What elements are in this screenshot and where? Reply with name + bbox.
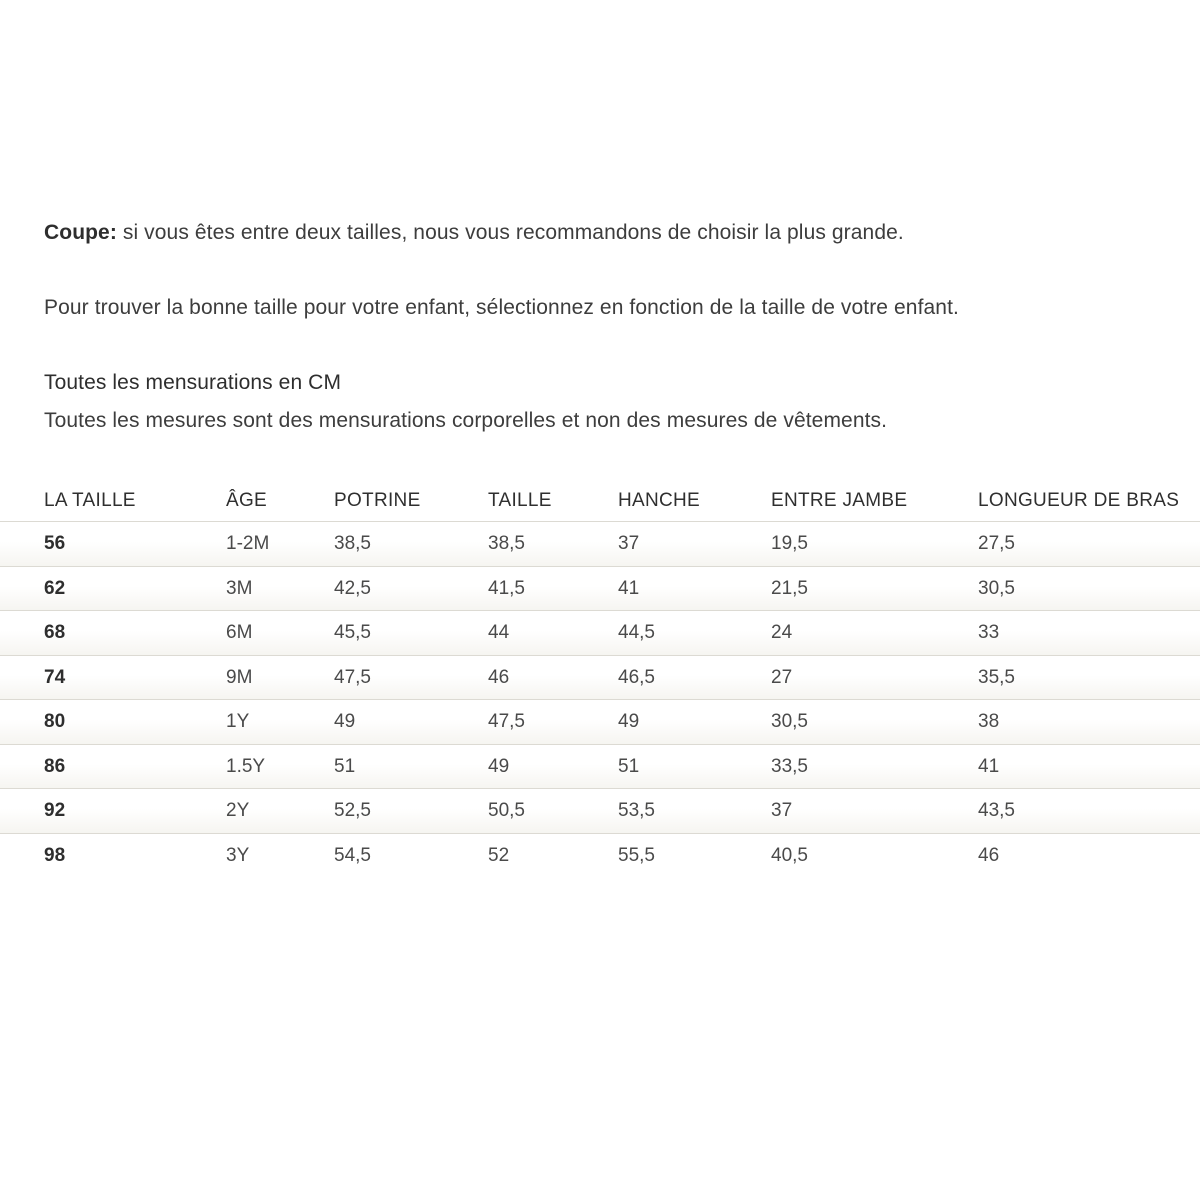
cell-inseam: 21,5 [771, 577, 808, 599]
table-row [0, 656, 1200, 701]
header-age: ÂGE [226, 490, 268, 511]
cell-chest: 45,5 [334, 622, 371, 643]
cell-inseam: 27 [771, 666, 793, 688]
cell-inseam: 24 [771, 622, 793, 643]
cell-arm-length: 27,5 [978, 533, 1015, 554]
cell-size: 80 [44, 711, 66, 732]
cell-hip: 41 [618, 577, 640, 599]
cell-waist: 52 [488, 844, 510, 866]
cell-size: 86 [44, 755, 66, 777]
cell-age: 9M [226, 666, 253, 688]
cell-size: 74 [44, 666, 66, 688]
cell-arm-length: 33 [978, 622, 1000, 643]
cell-chest: 47,5 [334, 666, 371, 688]
cell-inseam: 40,5 [771, 844, 808, 866]
cell-waist: 49 [488, 755, 510, 777]
cell-age: 3Y [226, 844, 250, 866]
cell-size: 92 [44, 800, 66, 821]
cell-arm-length: 38 [978, 711, 1000, 732]
table-row [0, 700, 1200, 745]
cell-chest: 52,5 [334, 800, 371, 821]
cell-inseam: 30,5 [771, 711, 808, 732]
cell-age: 1Y [226, 711, 250, 732]
fit-label: Coupe: [44, 221, 117, 244]
cell-size: 62 [44, 577, 66, 599]
cell-arm-length: 46 [978, 844, 1000, 866]
cell-age: 6M [226, 622, 253, 643]
cell-waist: 50,5 [488, 800, 525, 821]
cell-age: 3M [226, 577, 253, 599]
table-header-row [0, 478, 1200, 522]
header-entre-jambe: ENTRE JAMBE [771, 490, 908, 511]
cell-chest: 54,5 [334, 844, 371, 866]
header-hanche: HANCHE [618, 490, 701, 511]
cell-inseam: 19,5 [771, 533, 808, 554]
cell-arm-length: 35,5 [978, 666, 1015, 688]
measurements-title: Toutes les mensurations en CM [44, 371, 342, 394]
cell-hip: 53,5 [618, 800, 655, 821]
cell-inseam: 33,5 [771, 755, 808, 777]
cell-arm-length: 30,5 [978, 577, 1015, 599]
table-row [0, 522, 1200, 567]
cell-size: 98 [44, 844, 66, 866]
header-longueur-de-bras: LONGUEUR DE BRAS [978, 490, 1180, 511]
cell-age: 1-2M [226, 533, 270, 554]
cell-waist: 41,5 [488, 577, 525, 599]
cell-chest: 42,5 [334, 577, 371, 599]
cell-hip: 55,5 [618, 844, 655, 866]
header-taille: TAILLE [488, 490, 552, 511]
cell-arm-length: 41 [978, 755, 1000, 777]
cell-size: 68 [44, 622, 66, 643]
table-row [0, 745, 1200, 790]
size-chart-table [0, 478, 1200, 878]
cell-hip: 46,5 [618, 666, 655, 688]
cell-waist: 38,5 [488, 533, 525, 554]
cell-hip: 51 [618, 755, 640, 777]
table-row [0, 789, 1200, 834]
table-row [0, 611, 1200, 656]
table-row [0, 567, 1200, 612]
table-row [0, 834, 1200, 879]
cell-waist: 44 [488, 622, 510, 643]
child-size-note: Pour trouver la bonne taille pour votre enfant, sélectionnez en fonction de la taille de votre enfant. [44, 296, 959, 319]
cell-age: 2Y [226, 800, 250, 821]
cell-size: 56 [44, 533, 66, 554]
measurements-note: Toutes les mesures sont des mensurations corporelles et non des mesures de vêtements. [44, 409, 888, 432]
fit-note [44, 221, 904, 245]
cell-chest: 51 [334, 755, 356, 777]
fit-text: si vous êtes entre deux tailles, nous vous recommandons de choisir la plus grande. [116, 221, 904, 244]
cell-hip: 37 [618, 533, 640, 554]
cell-waist: 47,5 [488, 711, 525, 732]
header-la-taille: LA TAILLE [44, 490, 136, 511]
cell-chest: 38,5 [334, 533, 371, 554]
cell-inseam: 37 [771, 800, 793, 821]
cell-hip: 44,5 [618, 622, 655, 643]
cell-hip: 49 [618, 711, 640, 732]
cell-age: 1.5Y [226, 755, 266, 777]
cell-chest: 49 [334, 711, 356, 732]
cell-waist: 46 [488, 666, 510, 688]
header-potrine: POTRINE [334, 490, 421, 511]
cell-arm-length: 43,5 [978, 800, 1015, 821]
